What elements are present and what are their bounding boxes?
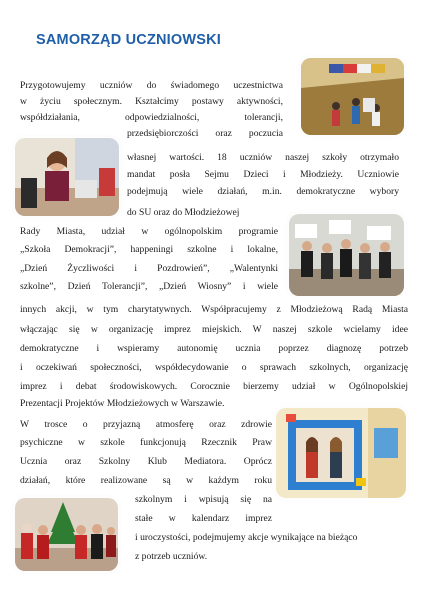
text-line: szkolnym i wpisują się na xyxy=(135,494,272,505)
text-line: „Dzień Życzliwości i Pozdrowień”, „Walentynki xyxy=(20,263,278,274)
text-line: włączając się w organizację imprez miejskich. W naszej szkole wcielamy idee xyxy=(20,324,408,335)
text-line: Ucznia oraz Szkolny Klub Mediatora. Oprócz xyxy=(20,456,272,467)
text-line: Rady Miasta, udział w ogólnopolskim programie xyxy=(20,226,278,237)
text-line: w życiu społecznym. Kształcimy postawy aktywności, xyxy=(20,96,283,107)
text-line: do SU oraz do Młodzieżowej xyxy=(127,207,240,218)
text-line: demokratyczne i wspieramy autonomię ucznia poprzez diagnozę potrzeb xyxy=(20,343,408,354)
text-line: Przygotowujemy uczniów do świadomego uczestnictwa xyxy=(20,80,283,91)
text-line: przedsiębiorczości oraz poczucia xyxy=(127,128,283,139)
text-line: z potrzeb uczniów. xyxy=(135,551,208,562)
text-line: własnej wartości. 18 uczniów naszej szkoły otrzymało xyxy=(127,152,399,163)
text-line: psychiczne w szkole funkcjonują Rzecznik Praw xyxy=(20,437,272,448)
text-line: i uroczystości, podejmujemy akcje wynikające na bieżąco xyxy=(135,532,358,543)
text-line: „Szkoła Demokracji”, happeningi szkolne i lokalne, xyxy=(20,244,278,255)
text-line: innych akcji, w tym charytatywnych. Współpracujemy z Młodzieżową Radą Miasta xyxy=(20,304,408,315)
photo-group-signs xyxy=(289,214,404,296)
text-line: Prezentacji Projektów Młodzieżowych w Warszawie. xyxy=(20,398,225,409)
text-line: szkolne”, Dzień Tolerancji”, „Dzień Wiosny” i wiele xyxy=(20,281,278,292)
text-line: współdziałania, odpowiedzialności, tolerancji, xyxy=(20,112,283,123)
photo-stairs-event xyxy=(301,58,404,135)
photo-election xyxy=(15,138,119,216)
photo-christmas-group xyxy=(15,498,118,571)
text-line: działań, które realizowane są w każdym roku xyxy=(20,475,272,486)
text-line: W trosce o przyjazną atmosferę oraz zdrowie xyxy=(20,419,272,430)
text-line: i oczekiwań społeczności, współdecydowanie o sprawach szkolnych, organizację xyxy=(20,362,408,373)
text-line: stałe w kalendarz imprez xyxy=(135,513,272,524)
page-title: SAMORZĄD UCZNIOWSKI xyxy=(36,32,222,48)
text-line: podejmują wiele działań, m.in. demokratyczne wybory xyxy=(127,186,399,197)
photo-frame-girls xyxy=(276,408,406,498)
text-line: mandat posła Sejmu Dzieci i Młodzieży. Uczniowie xyxy=(127,169,399,180)
text-line: imprez i debat środowiskowych. Corocznie bierzemy udział w Ogólnopolskiej xyxy=(20,381,408,392)
